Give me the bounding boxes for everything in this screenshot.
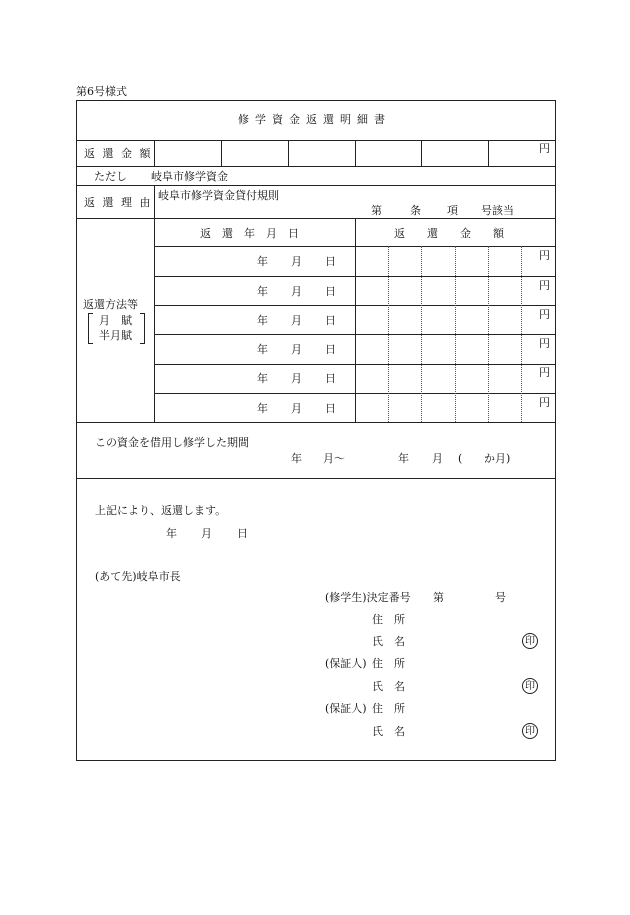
date-day: 日 [325,372,336,385]
decl-date-year: 年 [166,527,177,540]
yen-unit: 円 [539,308,550,321]
clause-jo: 条 [410,204,421,217]
period-start-year: 年 [291,452,302,465]
decl-date-month: 月 [201,527,212,540]
rule-line [76,166,556,167]
decision-no-prefix: 第 [433,591,444,604]
yen-unit: 円 [539,142,550,155]
date-day: 日 [325,343,336,356]
date-year: 年 [257,402,268,415]
rule-line [355,218,356,422]
period-months: か月) [484,452,511,465]
clause-dai: 第 [371,204,382,217]
rule-line [76,422,556,423]
rule-line [355,140,356,166]
period-start-month: 月〜 [323,452,345,465]
date-year: 年 [257,285,268,298]
date-year: 年 [257,314,268,327]
seal-icon: 印 [522,678,538,694]
date-day: 日 [325,285,336,298]
dotted-line [521,246,522,422]
dotted-line [488,246,489,422]
date-day: 日 [325,402,336,415]
method-option-monthly: 月 賦 [99,314,132,327]
period-open-paren: ( [458,452,463,465]
date-day: 日 [325,314,336,327]
decl-date-day: 日 [237,527,248,540]
period-label: この資金を借用し修学した期間 [95,436,249,449]
method-label: 返還方法等 [83,298,138,311]
guarantor2-address-label: 住 所 [372,702,405,715]
yen-unit: 円 [539,396,550,409]
bracket-right [140,313,145,344]
guarantor2-name-label: 氏 名 [372,725,405,738]
decision-no-suffix: 号 [495,591,506,604]
rule-line [76,185,556,186]
dotted-line [388,246,389,422]
student-address-label: 住 所 [372,613,405,626]
bracket-left [88,313,93,344]
student-name-label: 氏 名 [372,635,405,648]
yen-unit: 円 [539,279,550,292]
dotted-line [421,246,422,422]
rule-line [421,140,422,166]
date-month: 月 [291,372,302,385]
date-year: 年 [257,343,268,356]
date-month: 月 [291,255,302,268]
date-month: 月 [291,343,302,356]
period-end-month: 月 [432,452,443,465]
guarantor2-prefix: (保証人) [325,702,367,715]
date-day: 日 [325,255,336,268]
rule-name: 岐阜市修学資金貸付規則 [158,189,279,202]
form-title: 修学資金返還明細書 [238,113,391,126]
date-month: 月 [291,314,302,327]
rule-line [154,185,155,422]
rule-line [76,218,556,219]
addressee: (あて先)岐阜市長 [95,570,181,583]
proviso-fund-name: 岐阜市修学資金 [151,170,228,183]
dotted-line [455,246,456,422]
rule-line [488,140,489,166]
date-header: 返 還 年 月 日 [200,227,299,240]
clause-ko: 項 [447,204,458,217]
rule-line [76,140,556,141]
period-end-year: 年 [398,452,409,465]
yen-unit: 円 [539,249,550,262]
guarantor1-prefix: (保証人) [325,657,367,670]
rule-line [154,140,155,166]
clause-go: 号該当 [481,204,514,217]
yen-unit: 円 [539,366,550,379]
student-decision-label: (修学生)決定番号 [325,591,411,604]
date-year: 年 [257,372,268,385]
date-month: 月 [291,285,302,298]
date-month: 月 [291,402,302,415]
repay-reason-label: 返 還 理 由 [84,196,153,209]
date-year: 年 [257,255,268,268]
declaration-text: 上記により、返還します。 [95,504,227,517]
form-number: 第6号様式 [76,85,127,98]
guarantor1-address-label: 住 所 [372,657,405,670]
rule-line [288,140,289,166]
repay-amount-label: 返 還 金 額 [84,147,153,160]
rule-line [221,140,222,166]
yen-unit: 円 [539,337,550,350]
method-option-semimonthly: 半月賦 [99,329,132,342]
seal-icon: 印 [522,723,538,739]
rule-line [76,478,556,479]
seal-icon: 印 [522,633,538,649]
amount-header: 返 還 金 額 [394,227,504,240]
guarantor1-name-label: 氏 名 [372,680,405,693]
proviso-label: ただし [94,170,127,183]
